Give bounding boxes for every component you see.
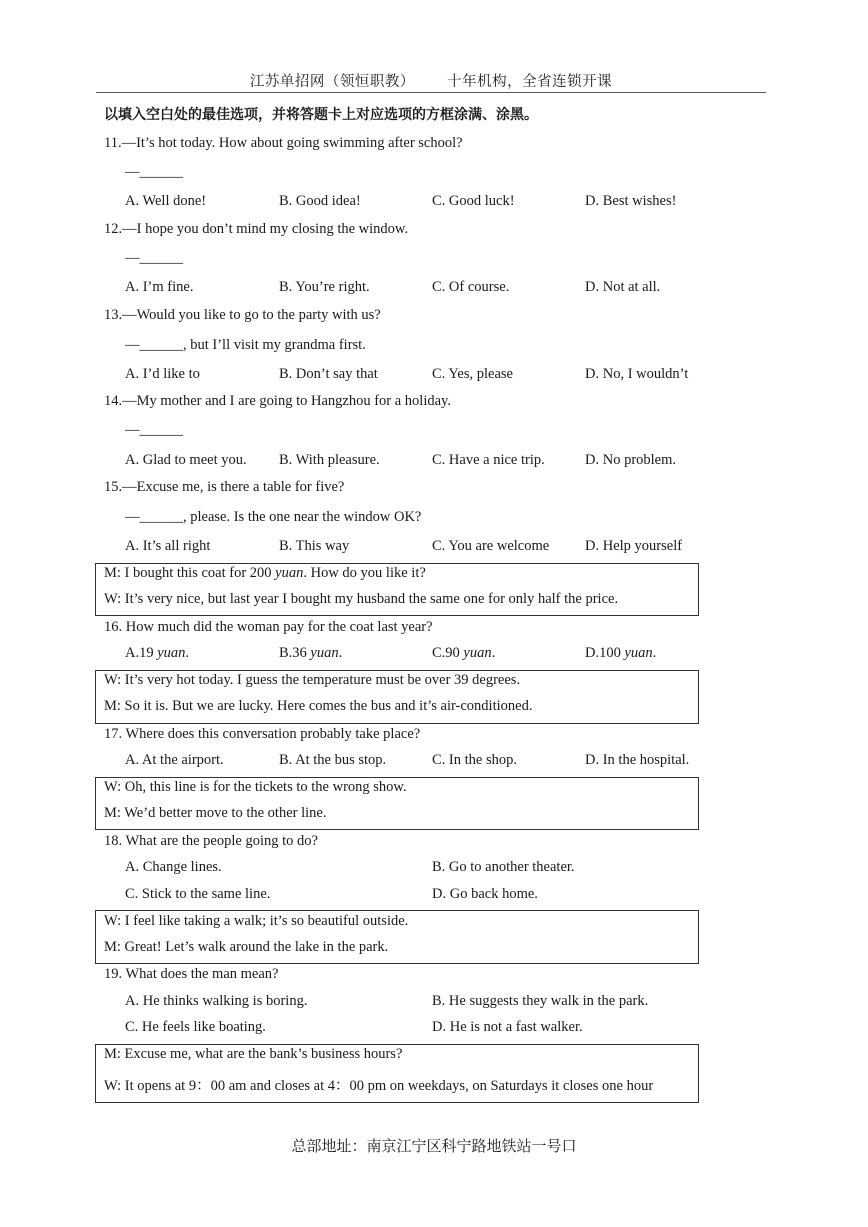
option-12c: C. Of course. bbox=[432, 279, 510, 295]
option-12d: D. Not at all. bbox=[585, 279, 661, 295]
instruction: 以填入空白处的最佳选项，并将答题卡上对应选项的方框涂满、涂黑。 bbox=[104, 107, 538, 123]
question-18: 18. What are the people going to do? bbox=[104, 833, 318, 849]
option-15d: D. Help yourself bbox=[585, 538, 683, 554]
option-11d: D. Best wishes! bbox=[585, 193, 677, 209]
option-12b: B. You’re right. bbox=[279, 279, 370, 295]
option-19a: A. He thinks walking is boring. bbox=[125, 993, 308, 1009]
header-left: 江苏单招网（领恒职教） bbox=[249, 74, 415, 90]
option-13d: D. No, I wouldn’t bbox=[585, 366, 689, 382]
answer-blank-12: —______ bbox=[125, 250, 183, 266]
answer-blank-11: —______ bbox=[125, 164, 183, 180]
option-15a: A. It’s all right bbox=[125, 538, 211, 554]
header-divider bbox=[96, 92, 766, 93]
page-header bbox=[96, 70, 766, 92]
answer-blank-14: —______ bbox=[125, 422, 183, 438]
header-right: 十年机构，全省连锁开课 bbox=[447, 74, 613, 90]
option-14b: B. With pleasure. bbox=[279, 452, 380, 468]
question-15: 15.—Excuse me, is there a table for five? bbox=[104, 479, 345, 495]
option-13c: C. Yes, please bbox=[432, 366, 513, 382]
option-15b: B. This way bbox=[279, 538, 350, 554]
question-11: 11.—It’s hot today. How about going swimming after school? bbox=[104, 135, 463, 151]
option-12a: A. I’m fine. bbox=[125, 279, 194, 295]
option-17c: C. In the shop. bbox=[432, 752, 517, 768]
option-17a: A. At the airport. bbox=[125, 752, 224, 768]
dialog-1-line-1: M: I bought this coat for 200 yuan. How do you like it? bbox=[104, 565, 426, 581]
option-11a: A. Well done! bbox=[125, 193, 207, 209]
option-19d: D. He is not a fast walker. bbox=[432, 1019, 583, 1035]
question-13: 13.—Would you like to go to the party with us? bbox=[104, 307, 381, 323]
option-19b: B. He suggests they walk in the park. bbox=[432, 993, 649, 1009]
footer-address: 总部地址：南京江宁区科宁路地铁站一号口 bbox=[291, 1137, 577, 1155]
dialog-3-line-2: M: We’d better move to the other line. bbox=[104, 805, 327, 821]
dialog-2-line-2: M: So it is. But we are lucky. Here comes the bus and it’s air-conditioned. bbox=[104, 698, 533, 714]
question-19: 19. What does the man mean? bbox=[104, 966, 279, 982]
dialog-3-line-1: W: Oh, this line is for the tickets to the wrong show. bbox=[104, 779, 407, 795]
option-13b: B. Don’t say that bbox=[279, 366, 378, 382]
dialog-2-line-1: W: It’s very hot today. I guess the temperature must be over 39 degrees. bbox=[104, 672, 521, 688]
option-17d: D. In the hospital. bbox=[585, 752, 690, 768]
answer-blank-15: —______, please. Is the one near the window OK? bbox=[125, 509, 422, 525]
option-14d: D. No problem. bbox=[585, 452, 677, 468]
question-17: 17. Where does this conversation probably take place? bbox=[104, 726, 421, 742]
option-14c: C. Have a nice trip. bbox=[432, 452, 545, 468]
option-16c: C.90 yuan. bbox=[432, 645, 496, 661]
option-11b: B. Good idea! bbox=[279, 193, 361, 209]
option-17b: B. At the bus stop. bbox=[279, 752, 387, 768]
dialog-5-line-1: M: Excuse me, what are the bank’s business hours? bbox=[104, 1046, 403, 1062]
option-16a: A.19 yuan. bbox=[125, 645, 190, 661]
dialog-1-line-2: W: It’s very nice, but last year I bought my husband the same one for only half the price. bbox=[104, 591, 619, 607]
question-14: 14.—My mother and I are going to Hangzhou for a holiday. bbox=[104, 393, 451, 409]
answer-blank-13: —______, but I’ll visit my grandma first. bbox=[125, 337, 366, 353]
option-15c: C. You are welcome bbox=[432, 538, 550, 554]
option-16b: B.36 yuan. bbox=[279, 645, 343, 661]
dialog-4-line-2: M: Great! Let’s walk around the lake in the park. bbox=[104, 939, 389, 955]
option-11c: C. Good luck! bbox=[432, 193, 515, 209]
dialog-5-line-2: W: It opens at 9：00 am and closes at 4：00 pm on weekdays, on Saturdays it closes one hour bbox=[104, 1078, 654, 1094]
option-16d: D.100 yuan. bbox=[585, 645, 657, 661]
option-13a: A. I’d like to bbox=[125, 366, 200, 382]
question-16: 16. How much did the woman pay for the coat last year? bbox=[104, 619, 433, 635]
question-12: 12.—I hope you don’t mind my closing the window. bbox=[104, 221, 409, 237]
dialog-4-line-1: W: I feel like taking a walk; it’s so beautiful outside. bbox=[104, 913, 409, 929]
option-14a: A. Glad to meet you. bbox=[125, 452, 247, 468]
option-19c: C. He feels like boating. bbox=[125, 1019, 266, 1035]
option-18b: B. Go to another theater. bbox=[432, 859, 575, 875]
option-18c: C. Stick to the same line. bbox=[125, 886, 271, 902]
option-18a: A. Change lines. bbox=[125, 859, 222, 875]
option-18d: D. Go back home. bbox=[432, 886, 538, 902]
